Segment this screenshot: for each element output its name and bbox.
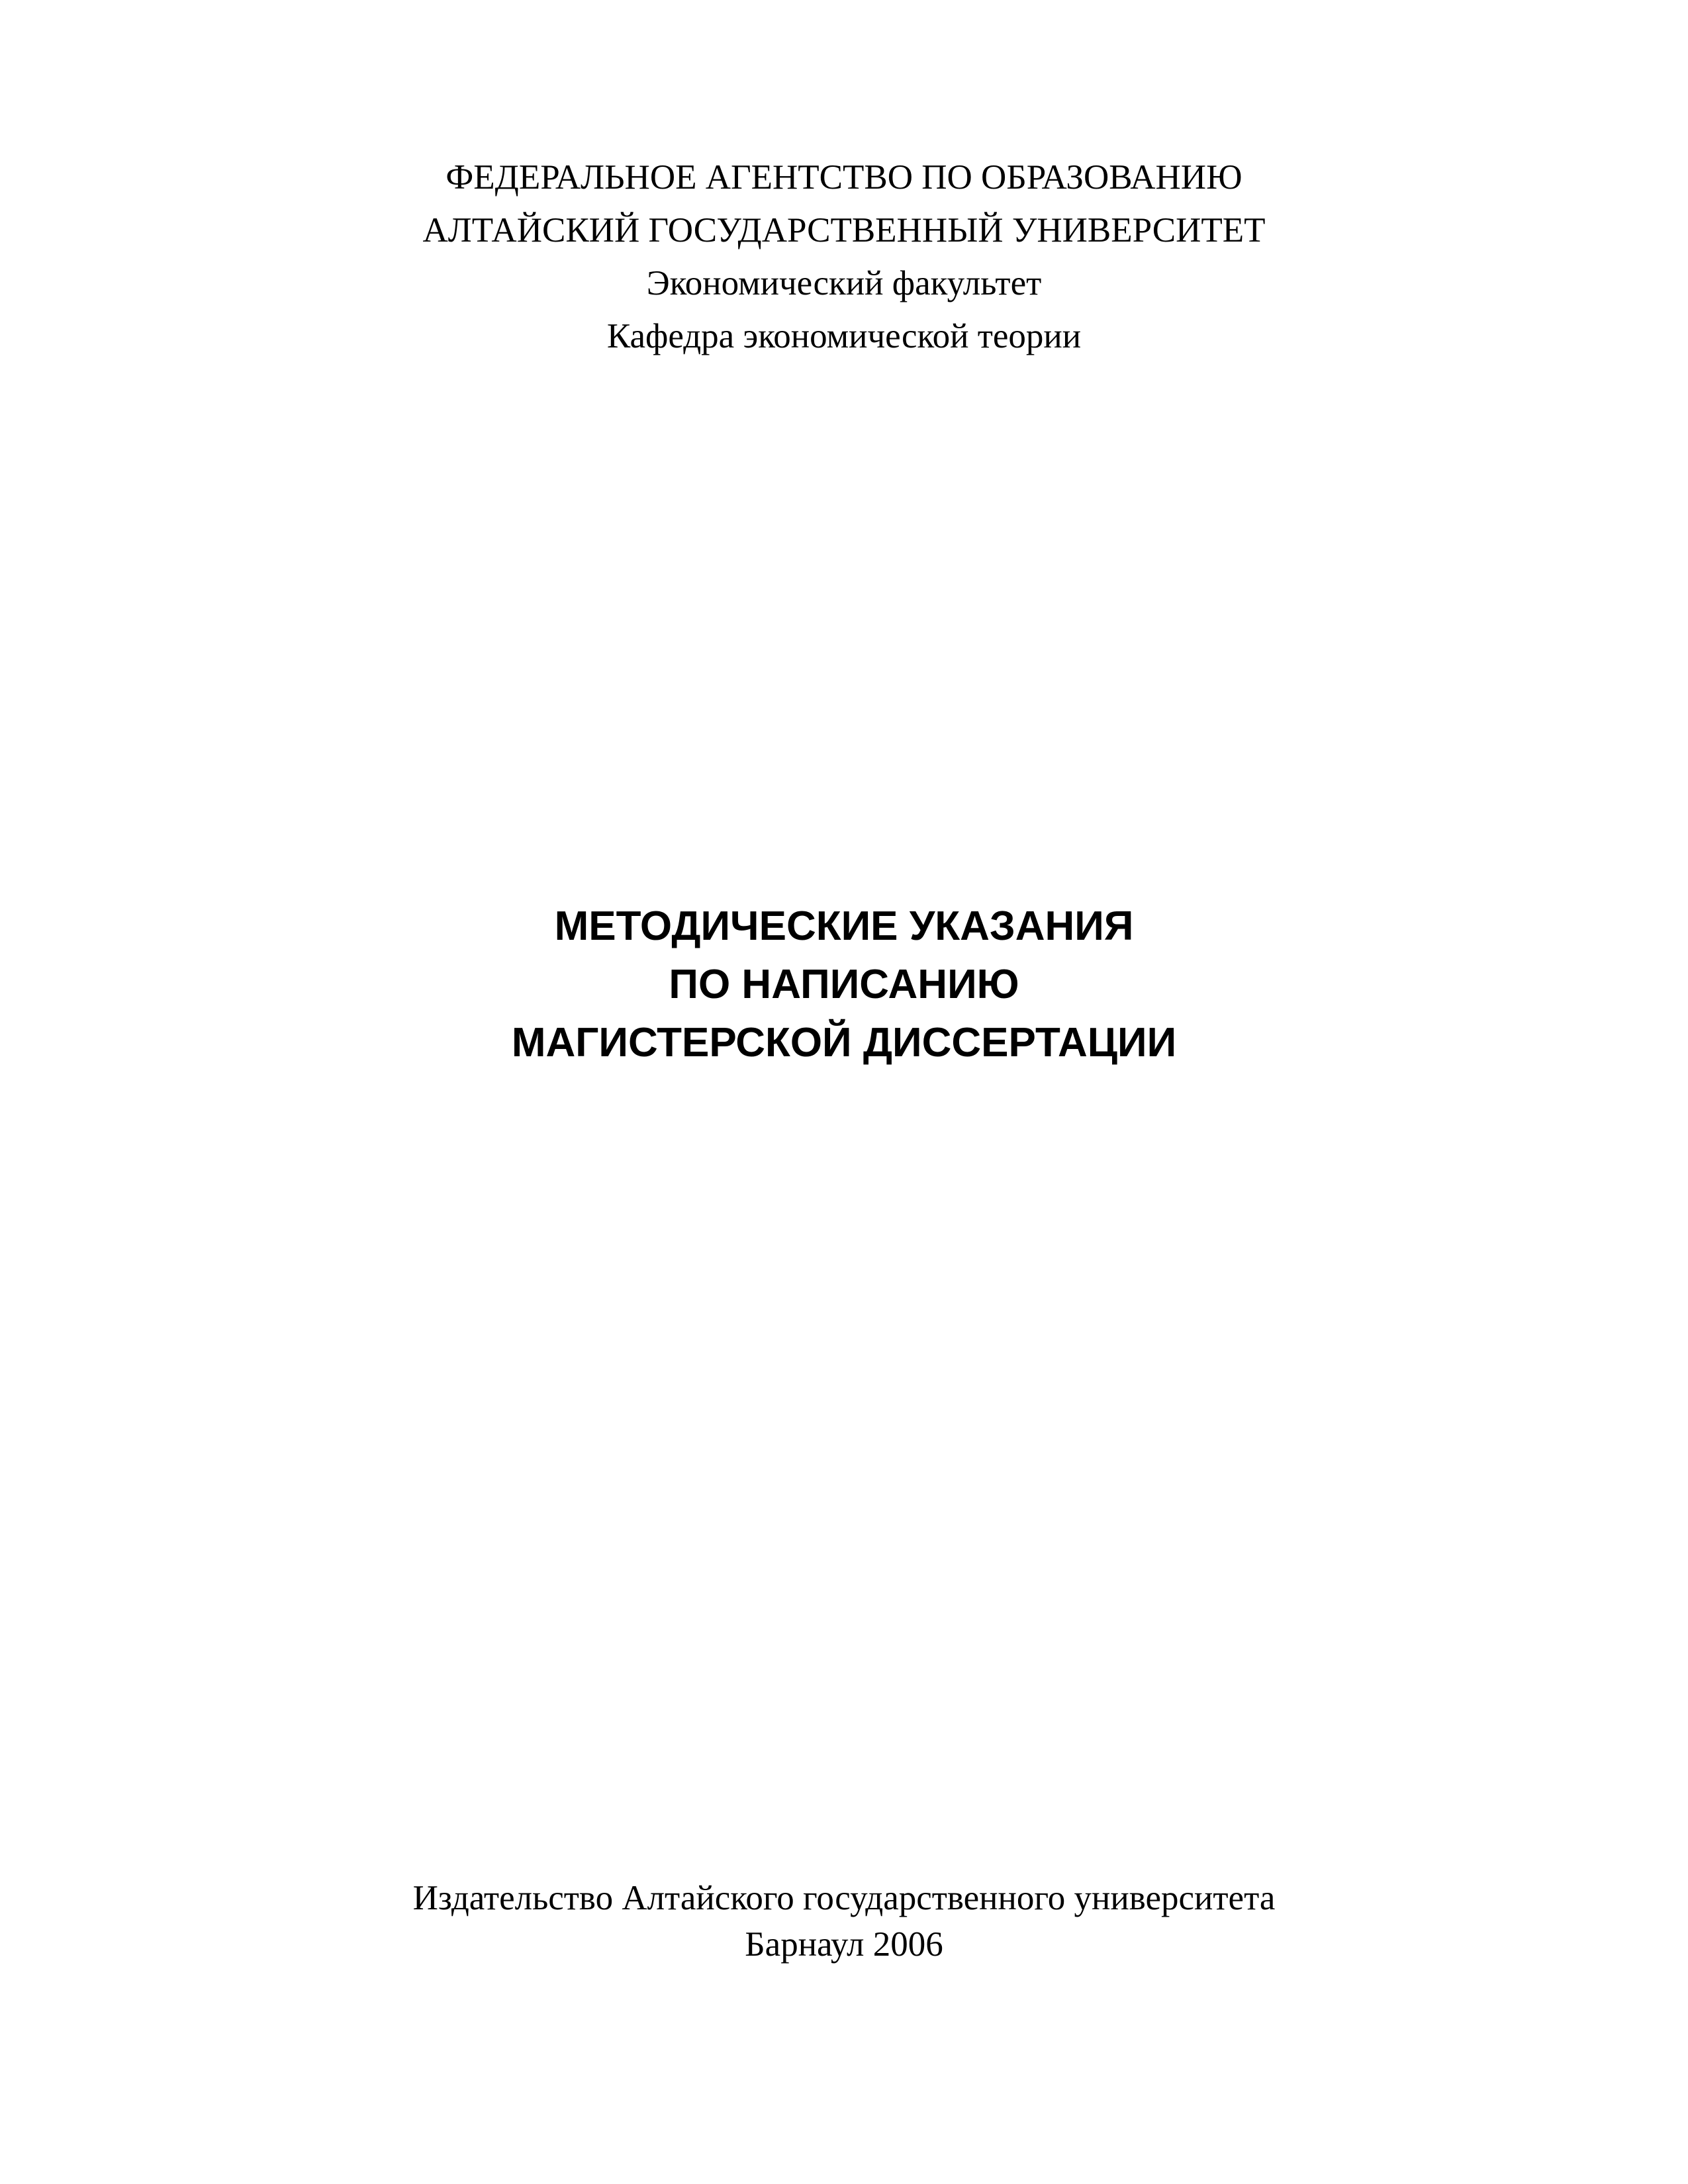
agency-name: ФЕДЕРАЛЬНОЕ АГЕНТСТВО ПО ОБРАЗОВАНИЮ: [445, 158, 1243, 197]
document-title-line-3: МАГИСТЕРСКОЙ ДИССЕРТАЦИИ: [511, 1020, 1177, 1066]
department-name: Кафедра экономической теории: [606, 317, 1082, 355]
faculty-name: Экономический факультет: [646, 264, 1042, 302]
document-title-line-2: ПО НАПИСАНИЮ: [669, 962, 1019, 1007]
document-title-line-1: МЕТОДИЧЕСКИЕ УКАЗАНИЯ: [554, 903, 1134, 949]
publisher: Издательство Алтайского государственного университета: [412, 1879, 1276, 1917]
university-name: АЛТАЙСКИЙ ГОСУДАРСТВЕННЫЙ УНИВЕРСИТЕТ: [422, 211, 1266, 250]
city-year: Барнаул 2006: [745, 1925, 943, 1964]
